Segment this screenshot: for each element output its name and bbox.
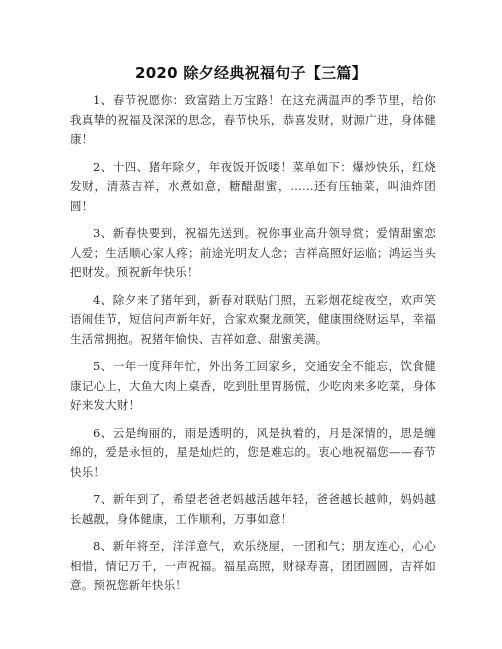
paragraph-3: 3、新春快要到，祝福先送到。祝你事业高升领导赏；爱情甜蜜恋人爱；生活顺心家人疼；前途光明友人念；吉祥高照好运临；鸿运当头把财发。预祝新年快乐！ [70, 226, 436, 279]
document-body [70, 91, 436, 604]
paragraph-8: 8、新年将至，洋洋意气，欢乐绕屋，一团和气；朋友连心，心心相惜，情记万千，一声祝福。福星高照，财禄寿喜，团团圆圆，吉祥如意。预祝您新年快乐！ [70, 539, 436, 592]
document-title: 2020 除夕经典祝福句子【三篇】 [134, 64, 368, 82]
paragraph-2: 2、十四、猪年除夕，年夜饭开饭喽！菜单如下：爆炒快乐，红烧发财，清蒸吉祥，水煮如意，糖醋甜蜜，……还有压轴菜，叫油炸团圆！ [70, 159, 436, 213]
paragraph-4: 4、除夕来了猪年到，新春对联贴门照，五彩烟花绽夜空，欢声笑语闹佳节，短信问声新年好，合家欢聚龙颜笑，健康围绕财运旱，幸福生活常拥抱。祝猪年愉快、吉祥如意、甜蜜美满。 [70, 292, 436, 346]
paragraph-7: 7、新年到了，希望老爸老妈越活越年轻，爸爸越长越帅，妈妈越长越靓，身体健康，工作顺利，万事如意！ [70, 492, 436, 526]
paragraph-6: 6、云是绚丽的，雨是透明的，风是执着的，月是深情的，思是缠绵的，爱是永恒的，星是灿烂的，您是难忘的。衷心地祝福您——春节快乐！ [70, 425, 436, 479]
paragraph-1: 1、春节祝愿你：致富踏上万宝路！在这充满温声的季节里，给你我真挚的祝福及深深的思念，春节快乐，恭喜发财，财源广进，身体健康！ [70, 93, 436, 146]
paragraph-5: 5、一年一度拜年忙，外出务工回家乡，交通安全不能忘，饮食健康记心上，大鱼大肉上桌香，吃到肚里胃肠慌，少吃肉来多吃菜，身体好来发大财！ [70, 359, 436, 412]
